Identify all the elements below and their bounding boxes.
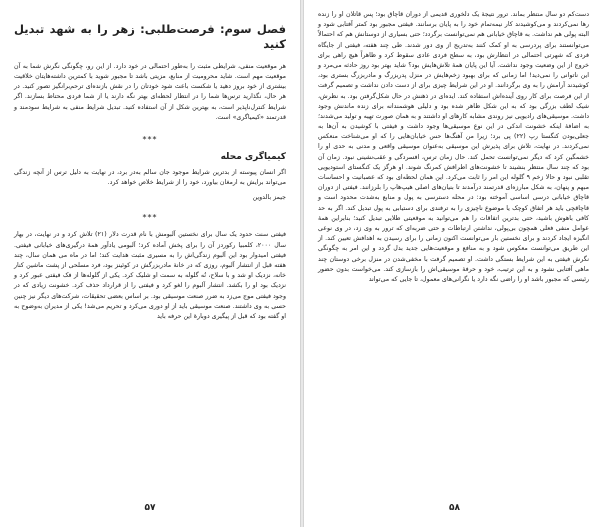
chapter-title: فصل سوم: فرصت‌طلبی: زهر را به شهد تبدیل کنید <box>14 22 286 51</box>
section-divider-2: *** <box>142 213 158 223</box>
section-title: کیمیاگری محله <box>220 152 286 162</box>
section-divider: *** <box>142 135 158 144</box>
body-paragraph: دست‌کم دو سال منتظر بماند. ترور نتیجهٔ یک دلخوری قدیمی از دوران قاچاق بود؛ پس قاتلان او را زنده رها نمی‌کردند و می‌کوشیدند کار نیمه‌تمام خود را به پایان برسانند. فیفتی مجبور بود کمتر آفتابی شود و البته پولی هم نداشت. به قاچاق خیابانی هم نمی‌توانست برگردد؛ حتی بسیاری از دوستانش هم که احتمالاً می‌توانستند برای پردرسی به او کمک کنند به‌تدریج از وی دور شدند. طی چند هفته، فیفتی از جایگاه فردی که شهرتی احتمالی در انتظارش بود، به سطح فردی عادی سقوط کرد و ظاهراً هیچ راهی برای خروج از این وضعیت وجود نداشت. آیا این پایان همهٔ تلاش‌هایش بود؟ شاید بهتر بود روز حادثه می‌مرد و این ناتوانی را نمی‌دید! اما زمانی که برای بهبود زخم‌هایش در منزل پدربزرگ و مادربزرگ بستری بود، کوشیدند آرامش را به وی برگردانند. او در این شرایط چیزی برای از دست دادن نداشت و تصمیم گرفت از این فرصت برای کار روی آینده‌اش استفاده کند. ایده‌ای در ذهنش در حال شکل‌گرفتن بود. به نظرش، شیک لطف بزرگی بود که به این شکل ظاهر شده بود و دلیلی هوشمندانه برای زنده ماندنش وجود داشت. موسیقی‌های رادیویی نیز روندی مشابه کارهای او داشتند و به همان صورت تهیه و تولید می‌شدند؛ به اضافهٔ اینکه خشونت اندکی در این نوع موسیقی‌ها وجود داشت و فیفتی با کوشیدن به آن‌ها به جعلی‌بودن کنگستا رپ (۲۲) پی برد؛ زیرا من آهنگ‌ها حس خیابان‌هایی را که او می‌شناخت منعکس نمی‌کردند. در نهایت، تلاش برای پذیرش این موسیقی به‌عنوان موسیقی واقعی و مدنی به حدی او را خشمگین کرد که دیگر نمی‌توانست تحمل کند. حال زمان ترس، افسردگی و عقب‌نشینی نبود. زمان آن بود که چند سال منتظر بنشیند تا خشونت‌های اطرافش کمرنگ شوند. او هرگز یک کنگستای استودیویی تقلبی نبود و حالا زخم ۹ گلوله این امر را ثابت می‌کرد. این همان لحظه‌ای بود که عصبانیت و احساسات مبهم و پنهان، به شکل مبارزه‌ای قدرتمند درآمدند تا بنیان‌های اصلی هیپ‌هاپ را بلرزانند. فیفتی از دوران قاچاق خیابانی درسی اساسی آموخته بود: در محله دسترسی به پول و منابع به‌شدت محدود است و قاچاقچی باید هر اتفاق کوچک یا موضوع ناچیزی را به ترفندی برای دستیابی به پول تبدیل کند. اگر به حد کافی باهوش باشید، حتی بدترین اتفاقات را هم می‌توانید به موقعیتی طلایی تبدیل کنید؛ بنابراین همهٔ عوامل منفی فعلی همچون بی‌پولی، نداشتن ارتباطات و حتی ضربه‌ای که ترور به وی زد، در وی نوعی انگیزه ایجاد کردند و برای نخستین بار می‌توانست اکنون زمانی را برای رسیدن به اهدافش تعیین کند. از این طریق می‌توانست معکوس شود و به منافع و موقعیت‌هایی جدید بدل گردد و این امر به چگونگی نگرش فیفتی به این شرایط بستگی داشت. او تصمیم گرفت با مخفی‌شدن در منزل برخی دوستان چند ماهی آفتابی نشود و به این ترتیب، خود و حرفهٔ موسیقی‌اش را بازسازی کند. می‌خواست بدون حضور رئیسی که مجبور باشد او را راضی نگه دارد یا نگرانی‌های معمول، تا جایی که می‌تواند <box>318 11 589 283</box>
page-number: ۵۷ <box>144 503 156 513</box>
quote-author: جیمز بالدوین <box>252 194 286 202</box>
body-paragraph: فیفتی سنت حدود یک سال برای نخستین آلبومش با نام قدرت دلار (۲۱) تلاش کرد و در نهایت، در بهار سال ۲۰۰۰، کلمبیا رکوردز آن را برای پخش آماده کرد؛ آلبومی یادآور همهٔ درگیری‌های خیابانی فیفتی. فیفتی امیدوار بود این آلبوم زندگی‌اش را به مسیری مثبت هدایت کند؛ اما در ماه می همان سال، چند هفته قبل از انتشار آلبوم، روزی که در خانهٔ مادربزرگش در کوئینز بود، فرد مسلحی از پشت ماشین کنار خانه، نزدیک او شد و با سلاح، نُه گلوله به سمت او شلیک کرد. یکی از گلوله‌ها از فک فیفتی عبور کرد و نزدیک بود او را بکشد. انتشار آلبوم را لغو کرد و فیفتی را از قرارداد حذف کرد. خشونت زیادی که در وجود فیفتی موج می‌زد به ضرر صنعت موسیقی بود. بر اساس بعضی تحقیقات، شرکت‌های دیگر نیز چنین حسی به وی داشتند. صنعت موسیقی باید از او دوری می‌کرد و تحریم می‌شد! یکی از مدیران به‌وضوح به او گفته بود که قبل از پیگیری دوبارهٔ این حرفه باید <box>14 231 286 320</box>
page-number: ۵۸ <box>449 503 460 513</box>
intro-paragraph: هر موقعیت منفی، شرایطی مثبت را به‌طور احتمالی در خود دارد. از این رو، چگونگی نگرش شما به آن موقعیت مهم است. شاید محرومیت از منابع، مزیتی باشد تا مجبور شوید با کمترین داشته‌هایتان خلاقیت بیشتری از خود بروز دهید یا شکست باعث شود خودتان را در نقش بازنده‌ای ترحم‌برانگیز تصور کنید. در هر حال، نگذارید ترس‌ها شما را در انتظار لحظه‌ای بهتر نگه دارند یا از شما فردی محتاط بسازند. اگر شرایط کنترل‌ناپذیر است، به بهترین شکل از آن استفاده کنید. تبدیل شرایط منفی به شرایط سودمند و قدرتمند «کیمیاگری» است. <box>14 62 286 121</box>
right-page <box>304 0 605 527</box>
quote-text: اگر انسان پیوسته از بدترین شرایط موجود جان سالم به‌در برد، در نهایت به دلیل ترس از آنچه زندگی می‌تواند برایش به ارمغان بیاورد، خود را از شرایط خلاص خواهد کرد. <box>14 169 286 187</box>
epigraph-quote <box>14 168 286 201</box>
left-page <box>0 0 300 527</box>
